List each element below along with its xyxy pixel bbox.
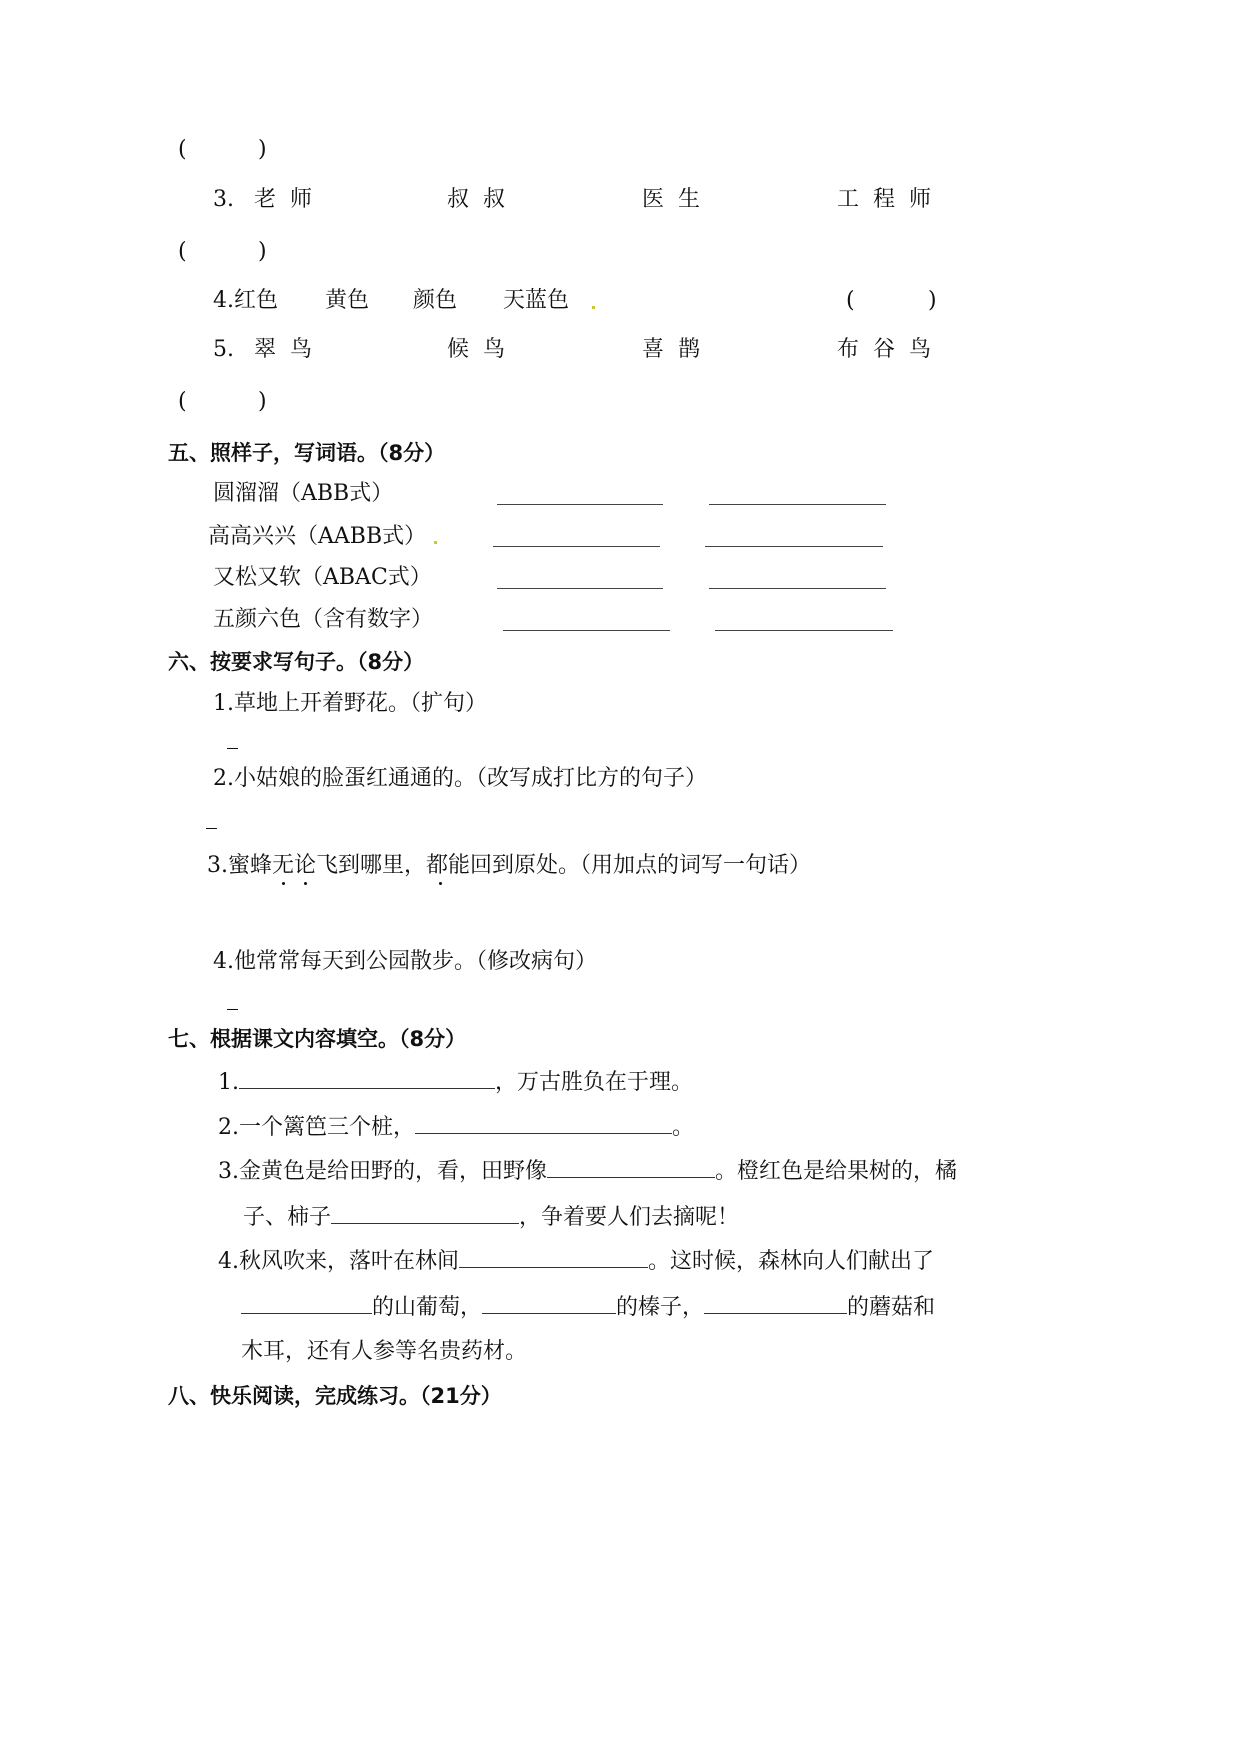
fill-line-3b (243, 1201, 739, 1229)
blank[interactable] (459, 1245, 648, 1268)
text-line: 木耳，还有人参等名贵药材。 (241, 1339, 528, 1364)
blank[interactable] (547, 1155, 715, 1178)
answer-paren-close: ) (258, 389, 267, 414)
word: 老师 (254, 187, 327, 212)
answer-paren-open: ( (178, 137, 187, 162)
answer-line[interactable] (497, 504, 663, 505)
text: ，争着要人们去摘呢！ (519, 1205, 740, 1230)
section-heading: 五、照样子，写词语。（8分） (168, 441, 446, 465)
text: 。 (672, 1115, 695, 1140)
answer-line[interactable] (709, 588, 886, 589)
word-prompt: 圆溜溜（ABB式） (213, 481, 394, 506)
blank[interactable] (415, 1111, 672, 1134)
emphasis-dot (282, 882, 285, 885)
mark (434, 541, 437, 544)
word: 颜色 (413, 288, 458, 313)
fill-line-3 (218, 1155, 957, 1183)
answer-paren-close: ) (928, 288, 937, 313)
answer-paren-open: ( (178, 389, 187, 414)
answer-paren-open: ( (846, 288, 855, 313)
blank[interactable] (704, 1291, 847, 1314)
word: 天蓝色 (503, 288, 570, 313)
answer-mark[interactable] (227, 1009, 238, 1010)
word: 医生 (642, 187, 715, 212)
answer-paren-open: ( (178, 239, 187, 264)
emphasis-dot (439, 882, 442, 885)
word-prompt: 五颜六色（含有数字） (213, 607, 434, 632)
text: ，万古胜负在于理。 (495, 1070, 694, 1095)
answer-line[interactable] (705, 546, 883, 547)
word: 布谷鸟 (837, 337, 946, 362)
text: 子、柿子 (243, 1205, 332, 1230)
word: 候鸟 (447, 337, 520, 362)
answer-line[interactable] (503, 630, 670, 631)
text: 2.一个篱笆三个桩， (218, 1115, 415, 1140)
blank[interactable] (239, 1066, 495, 1089)
sentence-prompt: 3.蜜蜂无论飞到哪里，都能回到原处。（用加点的词写一句话） (207, 853, 811, 878)
section-heading: 八、快乐阅读，完成练习。（21分） (168, 1384, 502, 1408)
item-number: 3. (213, 187, 234, 212)
fill-line-4b (241, 1291, 935, 1319)
section-heading: 六、按要求写句子。（8分） (168, 650, 425, 674)
text: 。橙红色是给果树的，橘 (715, 1159, 958, 1184)
word: 工程师 (837, 187, 946, 212)
text: 。这时候，森林向人们献出了 (648, 1249, 935, 1274)
word: 翠鸟 (254, 337, 327, 362)
section-heading: 七、根据课文内容填空。（8分） (168, 1027, 467, 1051)
text: 的蘑菇和 (847, 1295, 936, 1320)
blank[interactable] (241, 1291, 372, 1314)
text: 3.金黄色是给田野的，看，田野像 (218, 1159, 547, 1184)
answer-line[interactable] (497, 588, 663, 589)
sentence-prompt: 1.草地上开着野花。（扩句） (213, 691, 487, 716)
item-number: 5. (213, 337, 234, 362)
text: 1. (218, 1070, 239, 1095)
word-prompt: 高高兴兴（AABB式） (208, 524, 427, 549)
emphasis-dot (304, 882, 307, 885)
answer-line[interactable] (709, 504, 886, 505)
fill-line-4 (218, 1245, 934, 1273)
fill-line-1 (218, 1066, 693, 1094)
sentence-prompt: 4.他常常每天到公园散步。（修改病句） (213, 949, 597, 974)
text: 的榛子， (616, 1295, 705, 1320)
answer-mark[interactable] (227, 748, 238, 749)
mark (592, 306, 595, 309)
sentence-prompt: 2.小姑娘的脸蛋红通通的。（改写成打比方的句子） (213, 766, 707, 791)
word: 黄色 (325, 288, 370, 313)
answer-paren-close: ) (258, 239, 267, 264)
answer-line[interactable] (715, 630, 893, 631)
answer-mark[interactable] (206, 828, 217, 829)
text: 4.秋风吹来，落叶在林间 (218, 1249, 459, 1274)
blank[interactable] (331, 1201, 519, 1224)
answer-line[interactable] (493, 546, 660, 547)
word: 叔叔 (447, 187, 520, 212)
text: 的山葡萄， (372, 1295, 483, 1320)
word: 4.红色 (213, 288, 278, 313)
answer-paren-close: ) (258, 137, 267, 162)
blank[interactable] (482, 1291, 616, 1314)
word-prompt: 又松又软（ABAC式） (213, 565, 432, 590)
fill-line-2 (218, 1111, 694, 1139)
word: 喜鹊 (642, 337, 715, 362)
